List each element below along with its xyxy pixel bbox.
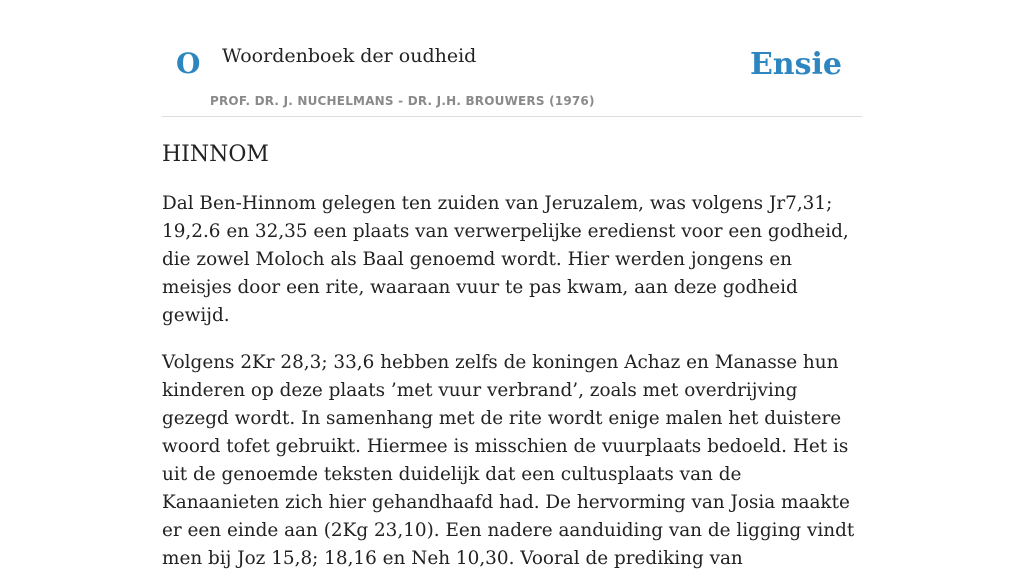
entry-title: HINNOM [162,142,269,167]
entry-paragraph: Volgens 2Kr 28,3; 33,6 hebben zelfs de koningen Achaz en Manasse hun kinderen op deze plaats ’met vuur verbrand’, zoals met overdrijving gezegd wordt. In samenhang met de rite wordt enige malen het duistere woord tofet gebruikt. Hiermee is misschien de vuurplaats bedoeld. Het is uit de genoemde teksten duidelijk dat een cultusplaats van de Kanaanieten zich hier gehandhaafd had. De hervorming van Josia maakte er een einde aan (2Kg 23,10). Een nadere aanduiding van de ligging vindt men bij Joz 15,8; 18,16 en Neh 10,30. Vooral de prediking van [162,352,855,569]
book-title[interactable]: Woordenboek der oudheid [222,45,477,67]
book-authors: PROF. DR. J. NUCHELMANS - DR. J.H. BROUWERS (1976) [210,94,595,108]
entry-content [162,138,862,573]
page-header [162,0,862,117]
brand-logo-link[interactable]: Ensie [749,47,842,82]
entry-paragraph: Dal Ben-Hinnom gelegen ten zuiden van Jeruzalem, was volgens Jr7,31; 19,2.6 en 32,35 een plaats van verwerpelijke eredienst voor een godheid, die zowel Moloch als Baal genoemd wordt. Hier werden jongens en meisjes door een rite, waaraan vuur te pas kwam, aan deze godheid gewijd. [162,193,849,326]
index-letter[interactable]: O [176,47,201,80]
